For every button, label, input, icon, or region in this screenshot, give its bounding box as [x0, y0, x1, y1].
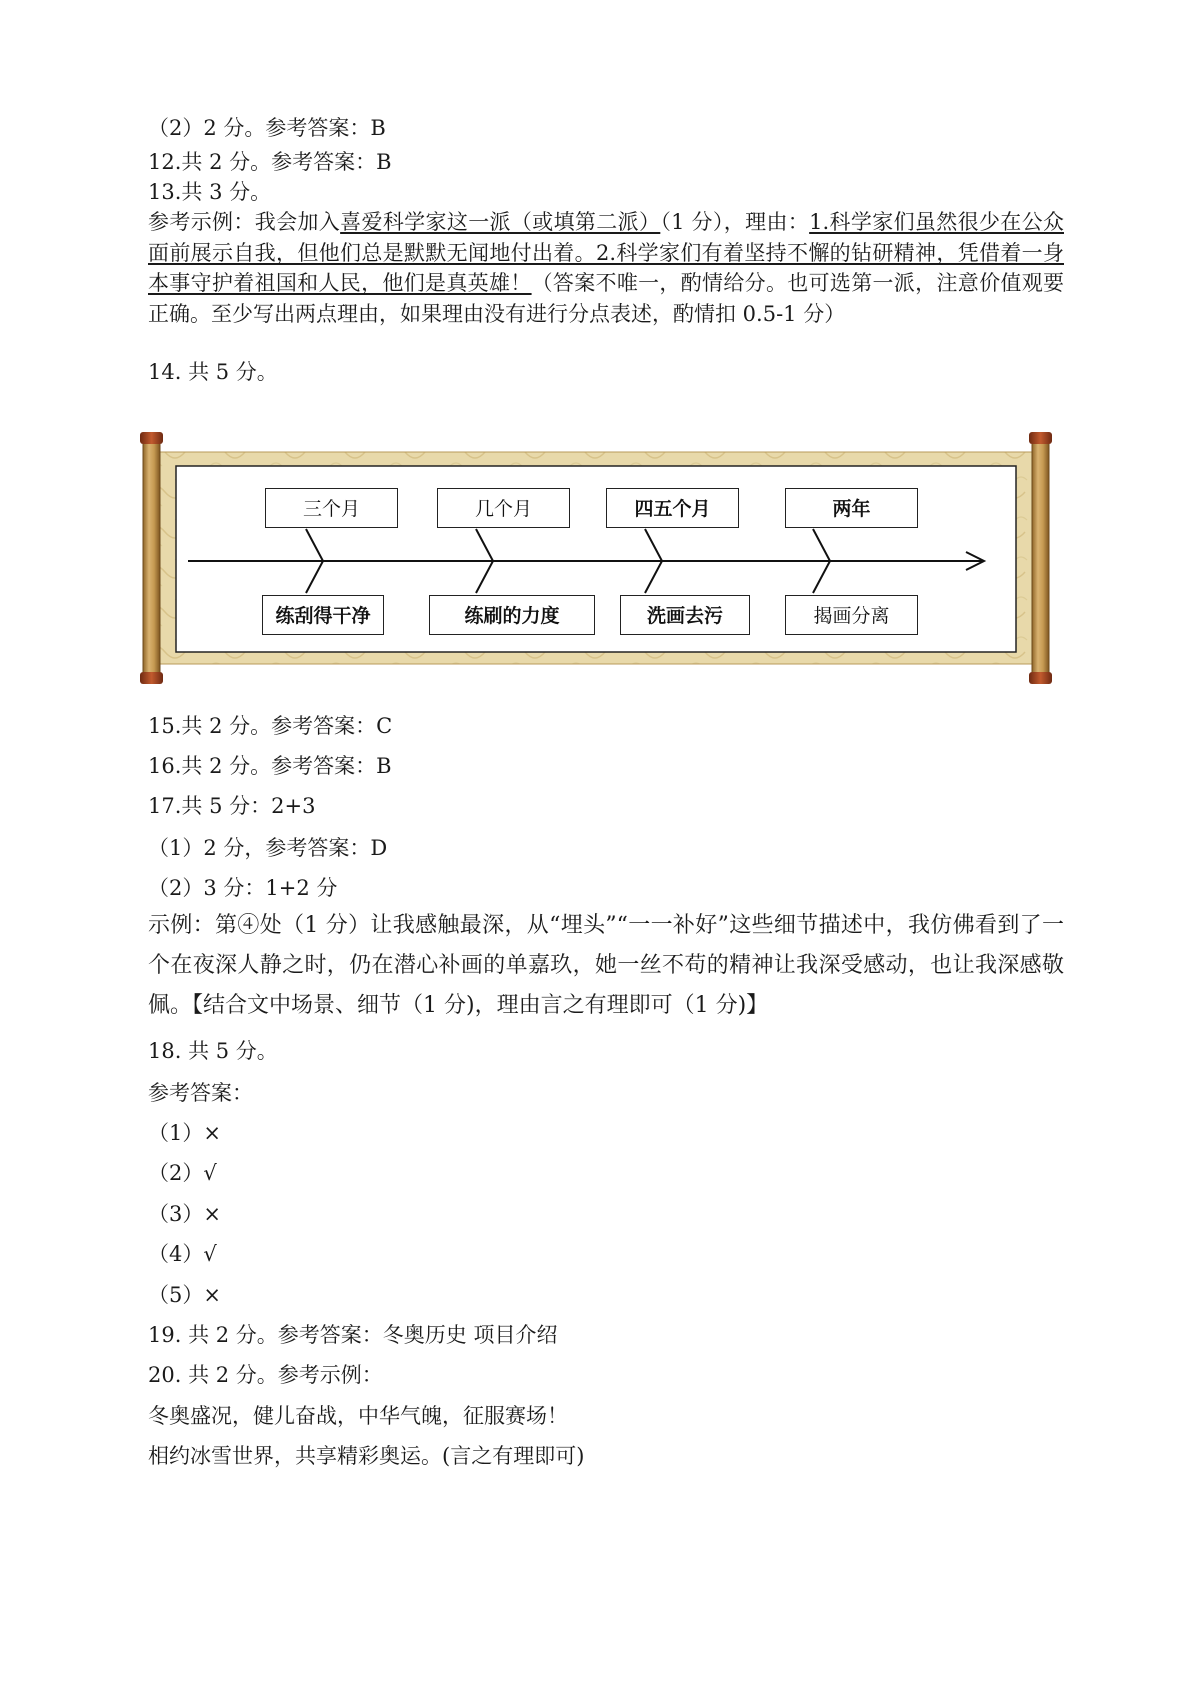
q13-choice: 喜爱科学家这一派（或填第二派） [340, 210, 661, 234]
top-box-4: 两年 [785, 488, 918, 528]
scroll-background [140, 432, 1052, 684]
answer-17-example: 示例：第④处（1 分）让我感触最深，从“埋头”“一一补好”这些细节描述中，我仿佛看到了一个在夜深人静之时，仍在潜心补画的单嘉玖，她一丝不苟的精神让我深受感动，也让我深感敬佩。【结合文中场景、细节（1 分)，理由言之有理即可（1 分)】 [148, 913, 1064, 1018]
answer-20-line-1: 冬奥盛况，健儿奋战，中华气魄，征服赛场！ [148, 1404, 568, 1428]
answer-17-2: （2）3 分：1+2 分 [148, 876, 338, 900]
answer-13-example [148, 207, 1064, 329]
answer-15: 15.共 2 分。参考答案：C [148, 714, 393, 738]
judgement-1: （1）× [148, 1121, 221, 1145]
answer-14-header: 14. 共 5 分。 [148, 360, 278, 384]
q13-prefix: 参考示例：我会加入 [148, 210, 341, 234]
answer-11-2: （2）2 分。参考答案：B [148, 116, 386, 140]
answer-18-label: 参考答案： [148, 1081, 253, 1105]
answer-17-1: （1）2 分，参考答案：D [148, 836, 388, 860]
answer-16: 16.共 2 分。参考答案：B [148, 754, 392, 778]
bottom-box-4: 揭画分离 [785, 595, 918, 635]
scroll-diagram [140, 432, 1052, 684]
answer-20-line-2: 相约冰雪世界，共享精彩奥运。(言之有理即可) [148, 1444, 585, 1468]
top-box-3: 四五个月 [606, 488, 739, 528]
answer-17-header: 17.共 5 分：2+3 [148, 794, 316, 818]
q13-tail: （答案不唯一，酌情给分。也可选第一派，注意价值观要正确。至少写出两点理由，如果理由没有进行分点表述，酌情扣 0.5-1 分） [148, 271, 1065, 326]
answer-19: 19. 共 2 分。参考答案：冬奥历史 项目介绍 [148, 1323, 558, 1347]
answer-18-header: 18. 共 5 分。 [148, 1039, 278, 1063]
q13-reason: 1.科学家们虽然很少在公众面前展示自我，但他们总是默默无闻地付出着。2.科学家们有着坚持不懈的钻研精神，凭借着一身本事守护着祖国和人民，他们是真英雄！ [148, 210, 1064, 295]
answer-13-header: 13.共 3 分。 [148, 180, 272, 204]
bottom-box-1: 练刮得干净 [262, 595, 384, 635]
judgement-3: （3）× [148, 1202, 221, 1226]
judgement-2: （2）√ [148, 1161, 217, 1185]
answer-20-header: 20. 共 2 分。参考示例： [148, 1363, 383, 1387]
q13-mid: （1 分），理由： [660, 210, 810, 234]
bottom-box-2: 练刷的力度 [429, 595, 595, 635]
judgement-4: （4）√ [148, 1242, 217, 1266]
bottom-box-3: 洗画去污 [620, 595, 750, 635]
top-box-1: 三个月 [265, 488, 398, 528]
answer-12: 12.共 2 分。参考答案：B [148, 150, 392, 174]
judgement-5: （5）× [148, 1283, 221, 1307]
top-box-2: 几个月 [437, 488, 570, 528]
